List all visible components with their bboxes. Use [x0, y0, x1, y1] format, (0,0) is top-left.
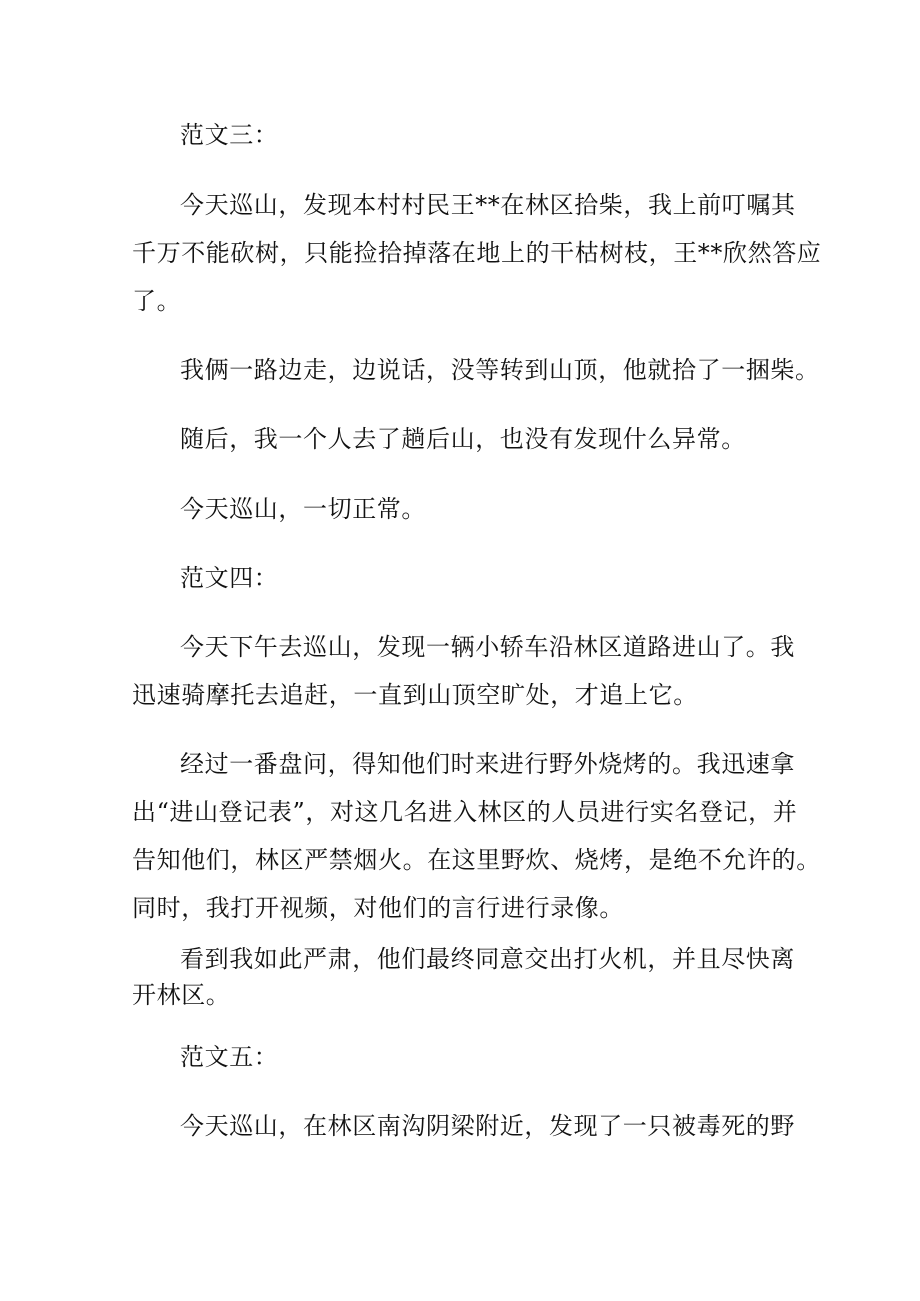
paragraph-4-3-line-1: 看到我如此严肃，他们最终同意交出打火机，并且尽快离 — [180, 945, 795, 973]
section-heading-5: 范文五： — [180, 1043, 279, 1071]
paragraph-4-1-line-2: 迅速骑摩托去追赶，一直到山顶空旷处，才追上它。 — [132, 681, 698, 709]
section-heading-3: 范文三： — [180, 121, 279, 149]
paragraph-4-1-line-1: 今天下午去巡山，发现一辆小轿车沿林区道路进山了。我 — [180, 633, 795, 661]
paragraph-3-1-line-3: 了。 — [132, 287, 182, 315]
paragraph-4-2-line-3: 告知他们，林区严禁烟火。在这里野炊、烧烤，是绝不允许的。 — [132, 846, 821, 874]
paragraph-3-1-line-1: 今天巡山，发现本村村民王**在林区拾柴，我上前叮嘱其 — [180, 191, 796, 219]
paragraph-4-3-line-2: 开林区。 — [132, 981, 231, 1009]
paragraph-3-1-line-2: 千万不能砍树，只能捡拾掉落在地上的干枯树枝，王**欣然答应 — [132, 239, 822, 267]
paragraph-5-1-line-1: 今天巡山，在林区南沟阴梁附近，发现了一只被毒死的野 — [180, 1112, 795, 1140]
paragraph-3-3: 随后，我一个人去了趟后山，也没有发现什么异常。 — [180, 425, 746, 453]
paragraph-4-2-line-4: 同时，我打开视频，对他们的言行进行录像。 — [132, 894, 624, 922]
paragraph-3-2: 我俩一路边走，边说话，没等转到山顶，他就拾了一捆柴。 — [180, 356, 820, 384]
section-heading-4: 范文四： — [180, 564, 279, 592]
paragraph-3-4: 今天巡山，一切正常。 — [180, 495, 426, 523]
paragraph-4-2-line-1: 经过一番盘问，得知他们时来进行野外烧烤的。我迅速拿 — [180, 750, 795, 778]
paragraph-4-2-line-2: 出“进山登记表”，对这几名进入林区的人员进行实名登记，并 — [132, 798, 798, 826]
